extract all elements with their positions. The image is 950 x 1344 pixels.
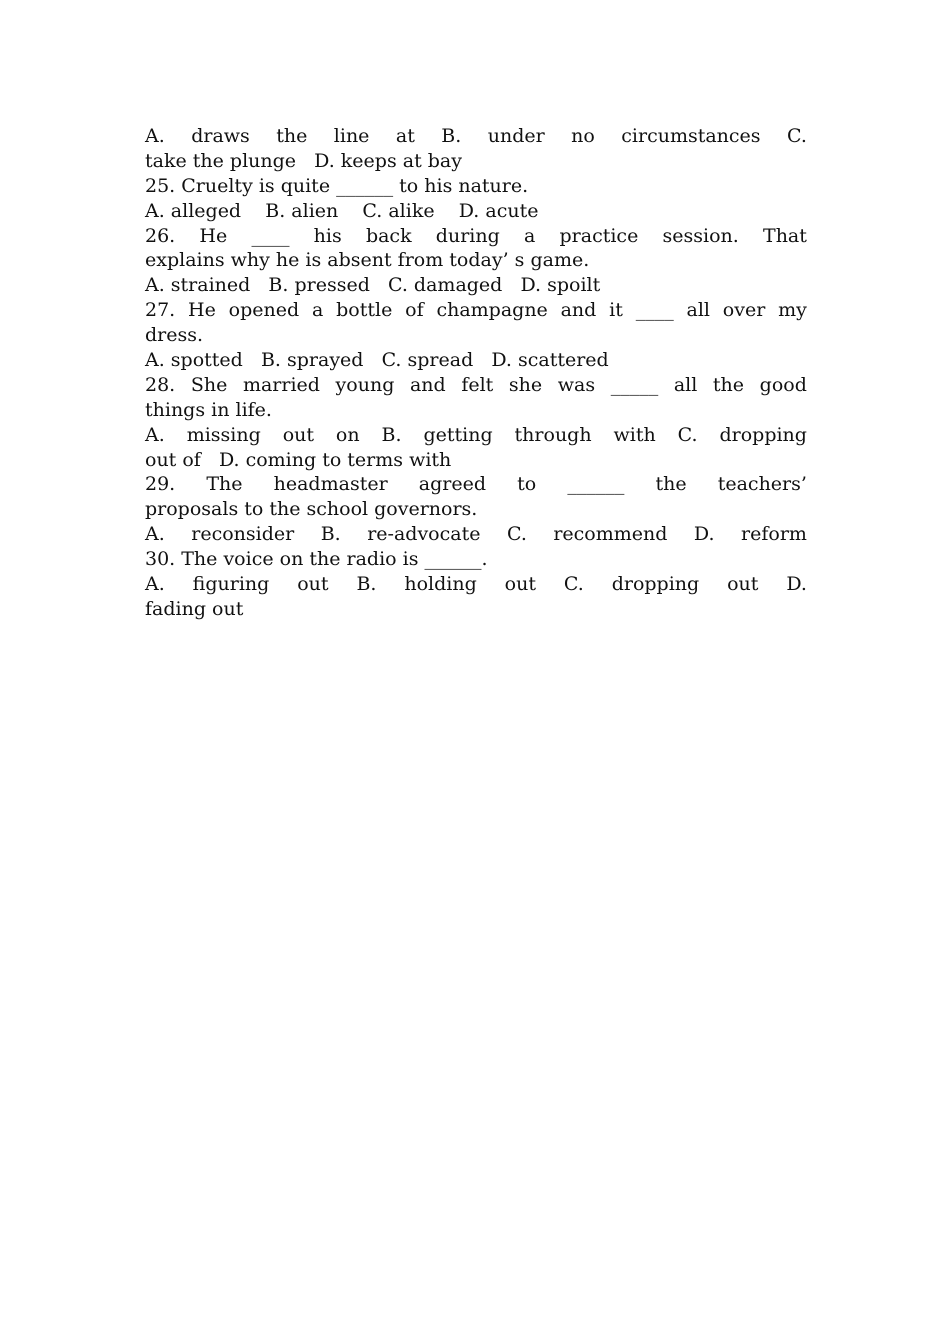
options-text: A. alleged B. alien C. alike D. acute (145, 199, 539, 222)
word: ______ (567, 473, 625, 496)
word: the (712, 373, 745, 396)
options-27 (145, 348, 807, 373)
options-28 (145, 423, 807, 448)
question-25 (145, 174, 807, 199)
word: and (409, 373, 446, 396)
options-text: A. strained B. pressed C. damaged D. spoilt (145, 274, 601, 297)
word: married (242, 373, 320, 396)
word: under (487, 125, 545, 147)
word: teachers’ (717, 473, 807, 496)
word: out (282, 423, 314, 446)
word: _____ (610, 373, 659, 396)
exercise-text (145, 124, 807, 622)
word: on (335, 423, 360, 446)
word: C. (677, 423, 698, 446)
word: He (188, 299, 216, 322)
word: 26. (145, 224, 176, 247)
question-28 (145, 373, 807, 398)
question-27 (145, 298, 807, 323)
word: and (560, 299, 597, 322)
word: felt (461, 373, 494, 396)
word: 27. (145, 299, 176, 322)
word: He (199, 224, 228, 247)
word: the (655, 473, 687, 496)
text-line (145, 398, 807, 423)
word: session. (662, 224, 739, 247)
word: 28. (145, 373, 176, 396)
word: a (523, 224, 536, 247)
word: headmaster (273, 473, 388, 496)
text-line (145, 597, 807, 622)
text-line (145, 149, 807, 174)
word: getting (423, 423, 493, 446)
word: 29. (145, 473, 176, 496)
word: through (514, 423, 592, 446)
question-30 (145, 547, 807, 572)
text-line (145, 497, 807, 522)
word: D. (693, 523, 715, 546)
word: bottle (336, 299, 393, 322)
text-line (145, 248, 807, 273)
word: reconsider (191, 523, 295, 546)
word: The (206, 473, 243, 496)
word: of (405, 299, 424, 322)
line-text: explains why he is absent from today’ s game. (145, 249, 590, 272)
word: C. (563, 573, 584, 596)
text-line (145, 124, 807, 149)
word: re-advocate (367, 523, 481, 546)
word: a (311, 299, 324, 322)
question-text: 25. Cruelty is quite ______ to his nature. (145, 174, 529, 197)
word: A. (145, 573, 165, 596)
word: his (313, 224, 342, 247)
word: A. (145, 523, 165, 546)
word: to (517, 473, 537, 496)
word: practice (559, 224, 639, 247)
word: C. (506, 523, 527, 546)
word: She (190, 373, 228, 396)
word: was (557, 373, 596, 396)
word: agreed (418, 473, 487, 496)
question-29 (145, 472, 807, 497)
word: out (297, 573, 329, 596)
word: dropping (611, 573, 700, 596)
question-26 (145, 224, 807, 249)
word: opened (228, 299, 300, 322)
word: line (333, 125, 370, 147)
word: all (686, 299, 710, 322)
word: figuring (192, 573, 270, 596)
word: the (276, 125, 308, 147)
word: B. (381, 423, 402, 446)
options-text: A. spotted B. sprayed C. spread D. scattered (145, 349, 609, 372)
word: over (722, 299, 766, 322)
word: D. (786, 573, 807, 596)
word: ____ (635, 299, 674, 322)
word: draws (191, 125, 250, 147)
word: all (673, 373, 698, 396)
word: during (435, 224, 500, 247)
line-text: things in life. (145, 398, 272, 421)
word: B. (356, 573, 377, 596)
word: my (778, 299, 807, 322)
word: A. (145, 125, 165, 147)
word: missing (186, 423, 261, 446)
options-26 (145, 273, 807, 298)
word: recommend (553, 523, 668, 546)
word: C. (786, 125, 807, 147)
text-line (145, 323, 807, 348)
word: out (504, 573, 536, 596)
word: it (609, 299, 623, 322)
word: no (571, 125, 595, 147)
word: circumstances (621, 125, 761, 147)
text-line (145, 448, 807, 473)
word: out (727, 573, 759, 596)
line-text: dress. (145, 324, 204, 347)
word: holding (404, 573, 477, 596)
options-29 (145, 522, 807, 547)
word: back (365, 224, 412, 247)
word: at (395, 125, 415, 147)
options-30 (145, 572, 807, 597)
word: dropping (719, 423, 807, 446)
word: A. (145, 423, 165, 446)
word: young (335, 373, 395, 396)
line-text: fading out (145, 597, 244, 620)
word: with (613, 423, 656, 446)
options-25 (145, 199, 807, 224)
word: B. (320, 523, 341, 546)
word: she (508, 373, 543, 396)
word: That (763, 224, 807, 247)
question-text: 30. The voice on the radio is ______. (145, 548, 488, 571)
word: B. (441, 125, 462, 147)
line-text: take the plunge D. keeps at bay (145, 149, 462, 172)
line-text: proposals to the school governors. (145, 498, 478, 521)
word: champagne (436, 299, 548, 322)
line-text: out of D. coming to terms with (145, 448, 452, 471)
word: good (759, 373, 807, 396)
word: ____ (251, 224, 290, 247)
word: reform (741, 523, 807, 546)
